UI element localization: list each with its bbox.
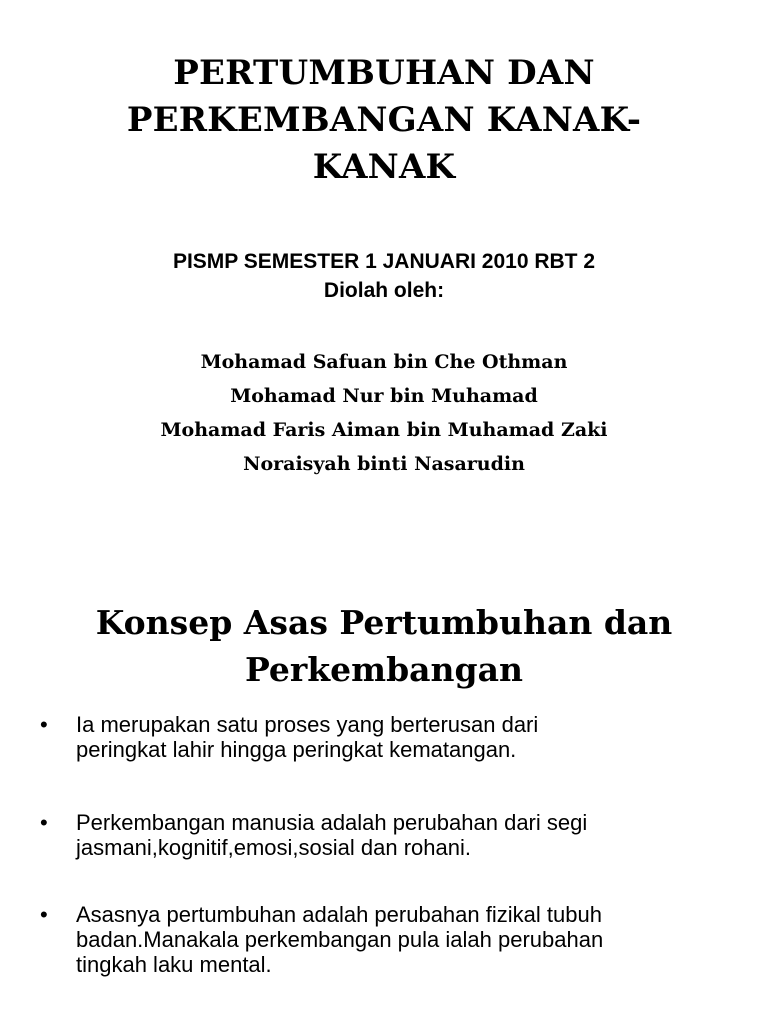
bullet-marker: • bbox=[40, 902, 48, 927]
bullet-text-line: Ia merupakan satu proses yang berterusan dari bbox=[76, 712, 539, 737]
concept-slide bbox=[0, 512, 768, 1024]
title-slide bbox=[0, 0, 768, 512]
bullet-item bbox=[40, 712, 730, 762]
main-title-line: KANAK bbox=[312, 147, 456, 187]
section-title-line: Perkembangan bbox=[245, 650, 523, 689]
author-name: Mohamad Nur bin Muhamad bbox=[230, 385, 538, 407]
bullet-item bbox=[40, 810, 730, 860]
bullet-list bbox=[40, 712, 730, 1025]
bullet-text-line: jasmani,kognitif,emosi,sosial dan rohani. bbox=[76, 835, 471, 860]
prepared-by-label: Diolah oleh: bbox=[323, 279, 445, 302]
author-list bbox=[40, 345, 728, 481]
main-title-line: PERTUMBUHAN DAN bbox=[173, 53, 595, 93]
bullet-text-line: Asasnya pertumbuhan adalah perubahan fizikal tubuh bbox=[76, 902, 602, 927]
bullet-text-line: Perkembangan manusia adalah perubahan dari segi bbox=[76, 810, 588, 835]
bullet-text-line: badan.Manakala perkembangan pula ialah perubahan bbox=[76, 927, 604, 952]
author-name: Mohamad Faris Aiman bin Muhamad Zaki bbox=[160, 419, 608, 441]
bullet-marker: • bbox=[40, 712, 48, 737]
author-name: Noraisyah binti Nasarudin bbox=[243, 453, 525, 475]
bullet-text-line: tingkah laku mental. bbox=[76, 952, 272, 977]
section-title-line: Konsep Asas Pertumbuhan dan bbox=[95, 603, 673, 642]
bullet-item bbox=[40, 902, 730, 977]
section-title bbox=[40, 599, 728, 693]
main-title-line: PERKEMBANGAN KANAK- bbox=[126, 100, 642, 140]
bullet-text-line: peringkat lahir hingga peringkat kematangan. bbox=[76, 737, 517, 762]
course-info bbox=[40, 247, 728, 305]
bullet-marker: • bbox=[40, 810, 48, 835]
author-name: Mohamad Safuan bin Che Othman bbox=[200, 351, 568, 373]
main-title bbox=[60, 50, 708, 191]
course-line: PISMP SEMESTER 1 JANUARI 2010 RBT 2 bbox=[172, 250, 596, 273]
